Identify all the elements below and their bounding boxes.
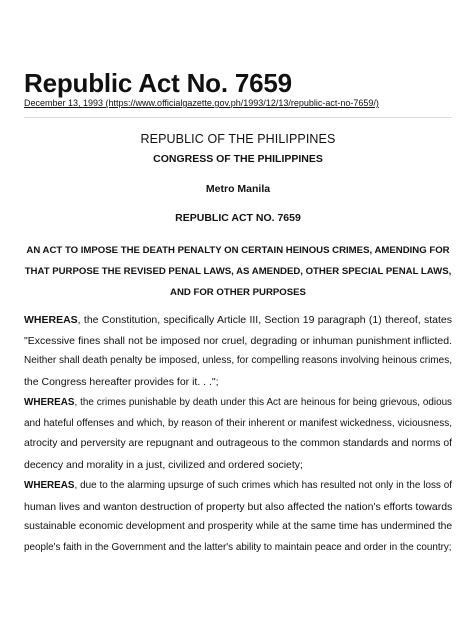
paragraph-line: atrocity and perversity are repugnant and outrageous to the common standards and norms of [24, 438, 452, 449]
paragraph-line: sustainable economic development and prosperity while at the same time has undermined the [24, 521, 453, 532]
place-heading: Metro Manila [205, 183, 271, 195]
whereas-lead: WHEREAS [24, 314, 78, 326]
paragraph-line [24, 476, 452, 497]
act-number-heading: REPUBLIC ACT NO. 7659 [175, 212, 301, 224]
act-title-line: AN ACT TO IMPOSE THE DEATH PENALTY ON CERTAIN HEINOUS CRIMES, AMENDING FOR [26, 245, 450, 256]
whereas-paragraph [24, 476, 452, 558]
paragraph-line: Neither shall death penalty be imposed, unless, for compelling reasons involving heinous crimes, [24, 355, 453, 366]
act-title-line: AND FOR OTHER PURPOSES [170, 287, 306, 298]
whereas-paragraph [24, 393, 452, 475]
page-title: Republic Act No. 7659 [24, 68, 292, 98]
paragraph-text: , the crimes punishable by death under this Act are heinous for being grievous, odious [74, 397, 452, 408]
whereas-lead: WHEREAS [24, 480, 75, 491]
paragraph-text: , the Constitution, specifically Article III, Section 19 paragraph (1) thereof, states [77, 314, 452, 326]
paragraph-line: the Congress hereafter provides for it. . ."; [24, 375, 219, 388]
paragraph-line: human lives and wanton destruction of property but also affected the nation's efforts towards [24, 500, 453, 513]
paragraph-line [24, 393, 452, 414]
source-link[interactable]: December 13, 1993 (https://www.officialgazette.gov.ph/1993/12/13/republic-act-no-7659/) [24, 98, 379, 108]
paragraph-text: , due to the alarming upsurge of such crimes which has resulted not only in the loss of [74, 480, 452, 491]
act-title-line: THAT PURPOSE THE REVISED PENAL LAWS, AS AMENDED, OTHER SPECIAL PENAL LAWS, [24, 266, 452, 277]
act-title [24, 240, 452, 303]
paragraph-line: and hateful offenses and which, by reason of their inherent or manifest wickedness, viciousness, [24, 417, 452, 429]
paragraph-line: decency and morality in a just, civilized and ordered society; [24, 458, 303, 471]
whereas-paragraph [24, 310, 452, 392]
paragraph-line [24, 310, 452, 331]
paragraph-line: people's faith in the Government and the latter's ability to maintain peace and order in the country; [24, 541, 452, 553]
republic-heading: REPUBLIC OF THE PHILIPPINES [140, 132, 336, 146]
whereas-lead: WHEREAS [24, 397, 75, 408]
paragraph-line: "Excessive fines shall not be imposed nor cruel, degrading or inhuman punishment inflicted. [24, 334, 452, 347]
congress-heading: CONGRESS OF THE PHILIPPINES [153, 153, 323, 165]
title-divider [24, 117, 452, 118]
